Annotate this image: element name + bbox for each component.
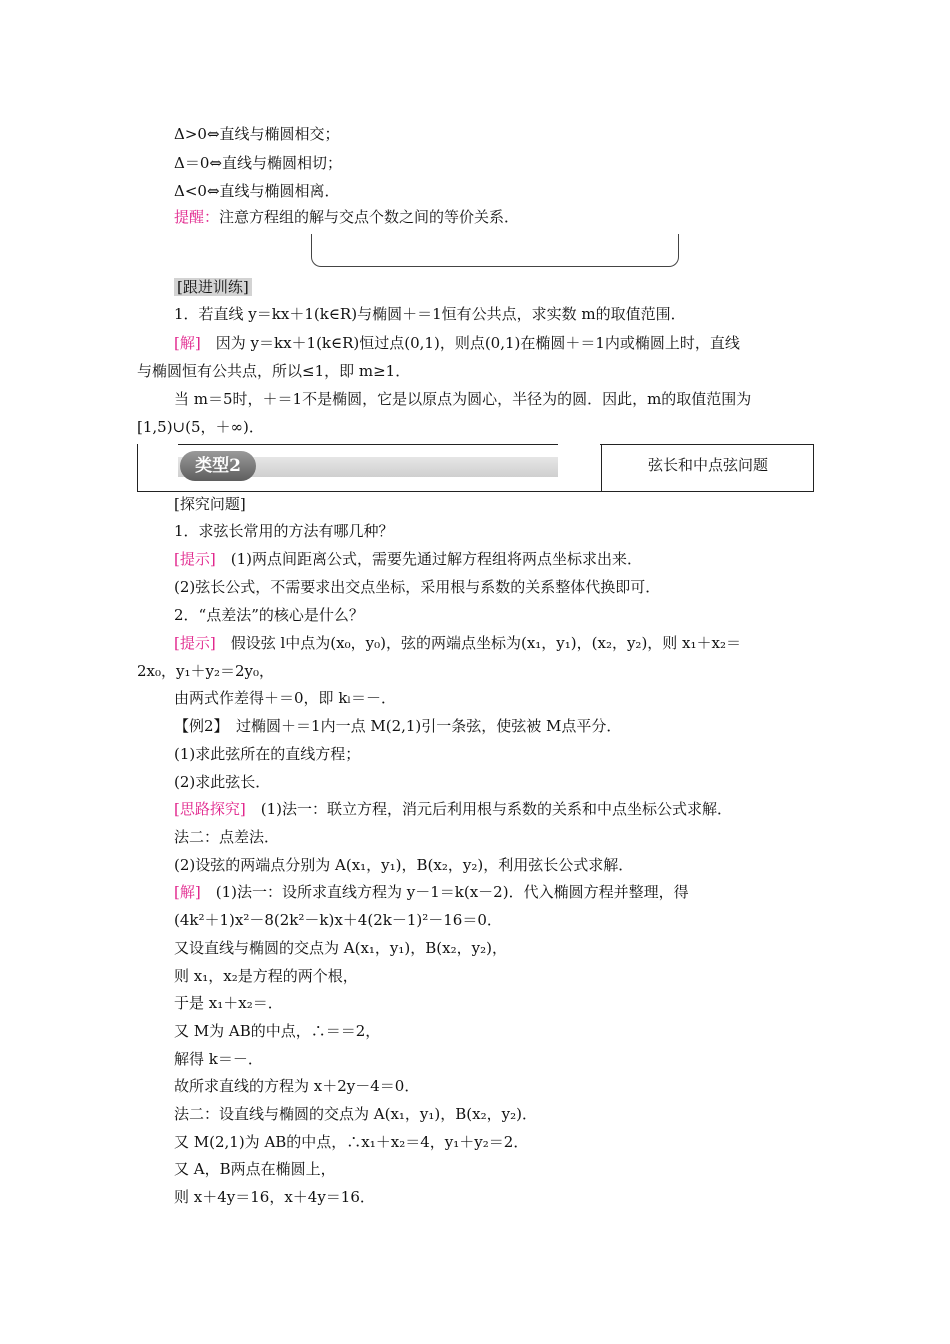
example-2-question-2: (2)求此弦长． <box>174 773 271 791</box>
practice-tag: [跟进训练] <box>174 278 252 296</box>
solution-line-2: 与椭圆恒有公共点，所以≤1，即 m≥1． <box>137 362 411 380</box>
solution-2-line-4: 则 x₁，x₂是方程的两个根， <box>174 967 358 985</box>
solution-2-line-2: (4k²＋1)x²－8(2k²－k)x＋4(2k－1)²－16＝0． <box>174 911 502 929</box>
solution-2-line-7: 解得 k＝－． <box>174 1050 263 1068</box>
think-line-3: (2)设弦的两端点分别为 A(x₁，y₁)，B(x₂，y₂)，利用弦长公式求解． <box>174 856 634 874</box>
solution-text-1: 因为 y＝kx＋1(k∈R)恒过点(0,1)，则点(0,1)在椭圆＋＝1内或椭圆上时，直线 <box>215 334 740 352</box>
think-line-2: 法二：点差法． <box>174 828 280 846</box>
solution-2-line-12: 则 x＋4y＝16，x＋4y＝16． <box>174 1188 375 1206</box>
delta-gt-line: Δ>0⇔直线与椭圆相交； <box>174 125 340 143</box>
solution-2-tag: [解] <box>174 883 201 901</box>
think-text-1: (1)法一：联立方程，消元后利用根与系数的关系和中点坐标公式求解． <box>260 800 732 818</box>
question-1: 1．若直线 y＝kx＋1(k∈R)与椭圆＋＝1恒有公共点，求实数 m的取值范围． <box>174 305 686 323</box>
think-line-1 <box>174 799 732 819</box>
explore-question-1: 1．求弦长常用的方法有哪几种？ <box>174 522 394 540</box>
solution-2-line-9: 法二：设直线与椭圆的交点为 A(x₁，y₁)，B(x₂，y₂)． <box>174 1105 537 1123</box>
hint-tag-2: [提示] <box>174 634 216 652</box>
note-bracket <box>311 234 679 267</box>
example-2-question-1: (1)求此弦所在的直线方程； <box>174 745 361 763</box>
type-label-badge: 类型2 <box>180 451 256 481</box>
think-tag: [思路探究] <box>174 800 246 818</box>
solution-2-line-1 <box>174 882 689 902</box>
delta-lt-line: Δ<0⇔直线与椭圆相离． <box>174 182 340 200</box>
hint-2-line-3: 由两式作差得＋＝0，即 kₗ＝－． <box>174 689 397 707</box>
type-heading-box <box>137 444 814 492</box>
solution-2-text-1: (1)法一：设所求直线方程为 y－1＝k(x－2)．代入椭圆方程并整理，得 <box>215 883 689 901</box>
solution-tag: [解] <box>174 334 201 352</box>
solution-line-1 <box>174 333 740 353</box>
solution-2-line-8: 故所求直线的方程为 x＋2y－4＝0． <box>174 1077 420 1095</box>
solution-2-line-11: 又 A，B两点在椭圆上， <box>174 1160 336 1178</box>
hint-2-text: 假设弦 l中点为(x₀，y₀)，弦的两端点坐标为(x₁，y₁)，(x₂，y₂)，则 x₁＋x₂＝ <box>230 634 742 652</box>
remark-text: 注意方程组的解与交点个数之间的等价关系． <box>219 208 520 226</box>
type-title: 弦长和中点弦问题 <box>647 456 768 474</box>
hint-1-line-1 <box>174 549 642 569</box>
explore-heading: [探究问题] <box>174 495 246 513</box>
explore-question-2: 2．“点差法”的核心是什么？ <box>174 606 364 624</box>
remark-tag: 提醒： <box>174 208 220 226</box>
solution-2-line-3: 又设直线与椭圆的交点为 A(x₁，y₁)，B(x₂，y₂)， <box>174 939 507 957</box>
solution-line-3: 当 m＝5时，＋＝1不是椭圆，它是以原点为圆心，半径为的圆．因此，m的取值范围为 <box>174 390 752 408</box>
solution-2-line-10: 又 M(2,1)为 AB的中点，∴x₁＋x₂＝4，y₁＋y₂＝2． <box>174 1133 529 1151</box>
hint-tag: [提示] <box>174 550 216 568</box>
solution-2-line-5: 于是 x₁＋x₂＝． <box>174 994 283 1012</box>
remark-line <box>174 207 519 227</box>
delta-eq-line: Δ＝0⇔直线与椭圆相切； <box>174 154 342 172</box>
solution-line-4: [1,5)∪(5，＋∞)． <box>137 418 264 436</box>
hint-1-text: (1)两点间距离公式，需要先通过解方程组将两点坐标求出来． <box>230 550 642 568</box>
hint-2-line-1 <box>174 633 741 653</box>
hint-2-line-2: 2x₀，y₁＋y₂＝2y₀， <box>137 662 275 680</box>
example-2: 【例2】 过椭圆＋＝1内一点 M(2,1)引一条弦，使弦被 M点平分． <box>174 717 622 735</box>
solution-2-line-6: 又 M为 AB的中点，∴＝＝2， <box>174 1022 381 1040</box>
practice-heading <box>174 277 252 297</box>
hint-1-line-2: (2)弦长公式，不需要求出交点坐标，采用根与系数的关系整体代换即可． <box>174 578 661 596</box>
